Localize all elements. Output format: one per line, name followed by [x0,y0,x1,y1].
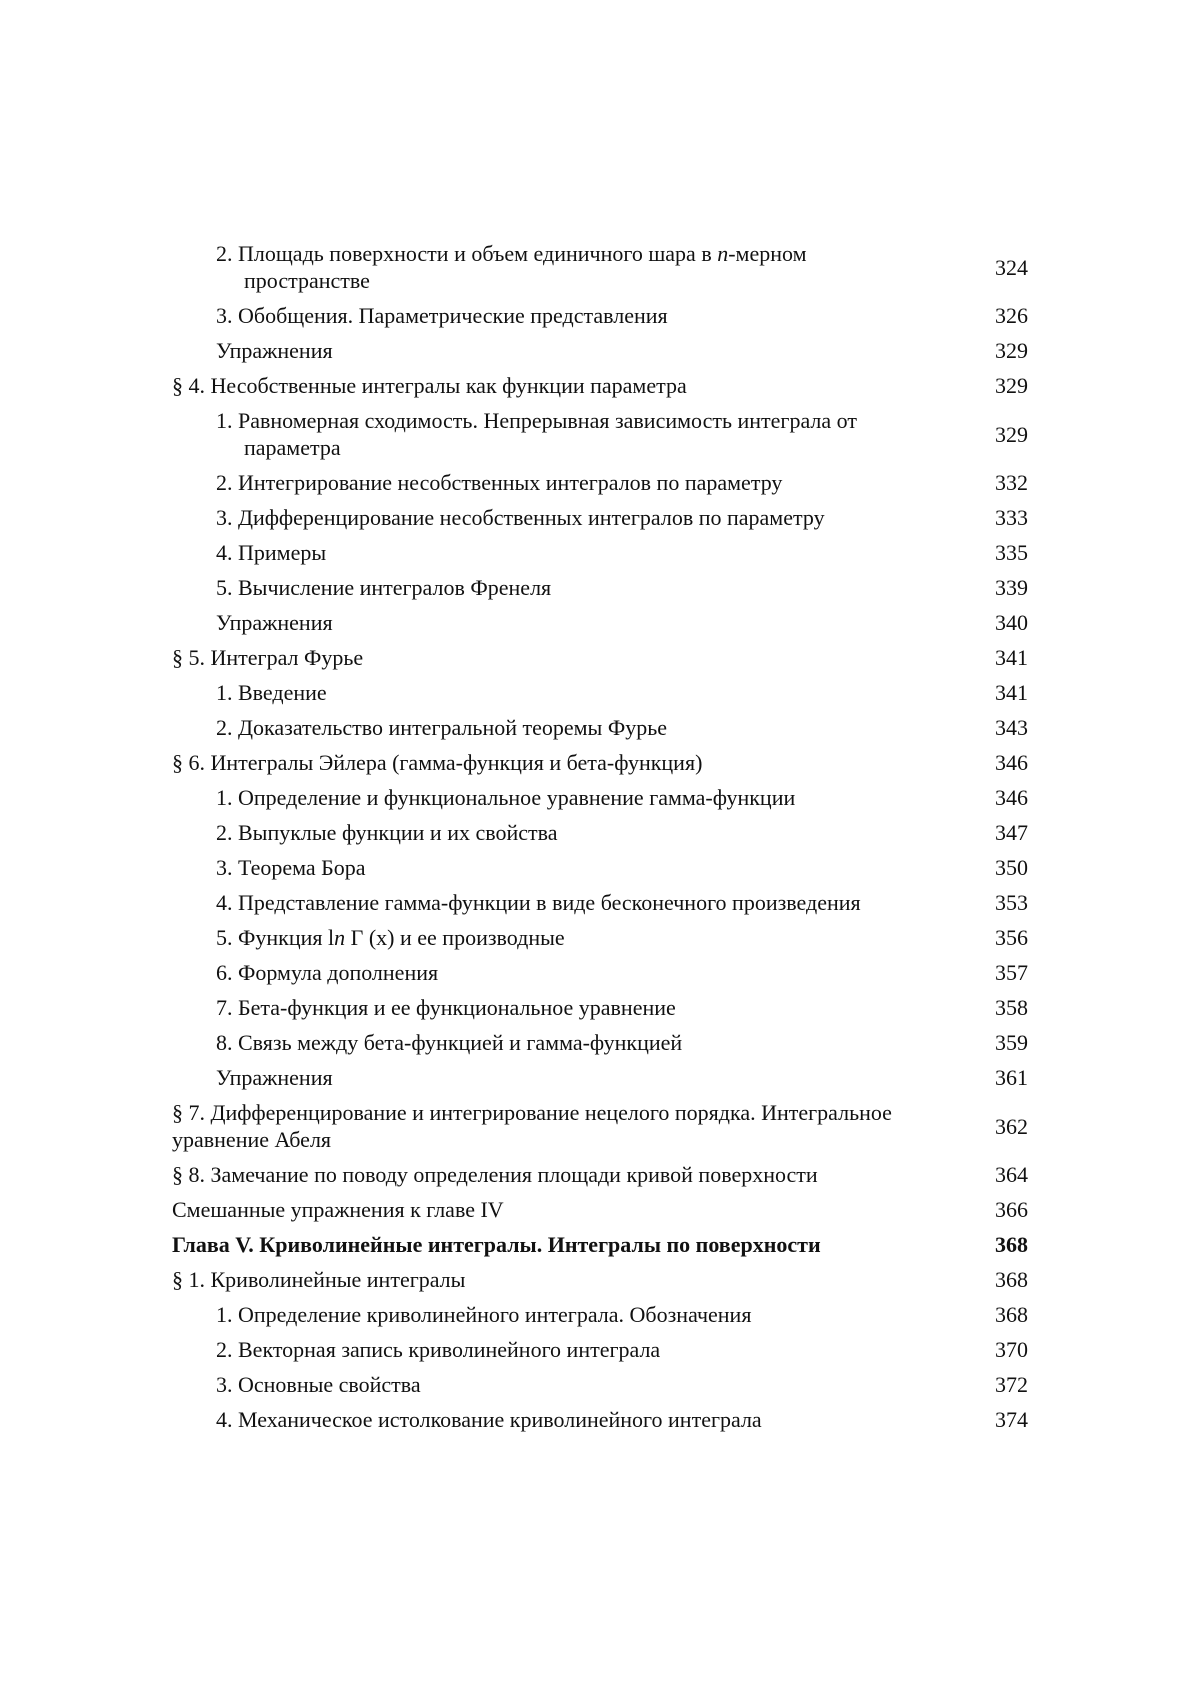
toc-entry [172,714,1028,741]
toc-page-number: 332 [980,469,1028,496]
toc-title-line [216,960,438,985]
toc-title-text: 2. Интегрирование несобственных интегралов по параметру [216,470,782,495]
toc-title-line [216,1030,682,1055]
toc-entry-title [172,1196,980,1223]
toc-title-text: 1. Определение криволинейного интеграла. Обозначения [216,1302,751,1327]
toc-title-line [216,540,326,565]
toc-entry-title [172,1301,980,1328]
toc-page-number: 361 [980,1064,1028,1091]
toc-entry-title [172,994,980,1021]
toc-title-line [172,1267,465,1292]
toc-title-text: § 1. Криволинейные интегралы [172,1267,465,1292]
toc-page-number: 368 [980,1231,1028,1258]
toc-title-line [216,408,857,433]
toc-title-text: 4. Представление гамма-функции в виде бесконечного произведения [216,890,861,915]
toc-page-number: 362 [980,1113,1028,1140]
toc-title-line [216,855,366,880]
toc-title-line [216,680,327,705]
toc-entry [172,1336,1028,1363]
toc-page-number: 364 [980,1161,1028,1188]
toc-entry [172,1301,1028,1328]
toc-title-text: 1. Введение [216,680,327,705]
toc-entry [172,1161,1028,1188]
toc-entry [172,337,1028,364]
toc-title-line [172,1162,818,1187]
toc-page-number: 350 [980,854,1028,881]
toc-title-line [216,890,861,915]
toc-title-text: Глава V. Криволинейные интегралы. Интегралы по поверхности [172,1232,821,1257]
toc-entry-title [172,1406,980,1433]
toc-page-number: 329 [980,337,1028,364]
toc-page-number: 340 [980,609,1028,636]
table-of-contents [172,240,1028,1441]
toc-entry-title [172,644,980,671]
toc-title-line [216,1372,421,1397]
toc-entry [172,1064,1028,1091]
toc-entry-title [172,1064,980,1091]
toc-page-number: 326 [980,302,1028,329]
toc-title-line [172,373,687,398]
toc-entry [172,1099,1028,1153]
toc-entry-title [172,609,980,636]
toc-title-line [172,1100,892,1125]
toc-entry [172,1371,1028,1398]
toc-entry [172,889,1028,916]
toc-entry [172,959,1028,986]
toc-title-text: 1. Равномерная сходимость. Непрерывная зависимость интеграла от [216,408,857,433]
toc-title-text: 2. Выпуклые функции и их свойства [216,820,558,845]
toc-title-text: 7. Бета-функция и ее функциональное уравнение [216,995,676,1020]
toc-entry-title [172,1266,980,1293]
toc-page-number: 357 [980,959,1028,986]
toc-title-text: 3. Основные свойства [216,1372,421,1397]
toc-entry [172,469,1028,496]
toc-title-text: § 7. Дифференцирование и интегрирование нецелого порядка. Интегральное [172,1100,892,1125]
toc-entry [172,1196,1028,1223]
toc-entry [172,994,1028,1021]
toc-title-line [172,750,702,775]
toc-entry [172,819,1028,846]
toc-entry [172,749,1028,776]
toc-entry [172,504,1028,531]
toc-page-number: 370 [980,1336,1028,1363]
toc-page-number: 329 [980,372,1028,399]
toc-page-number: 372 [980,1371,1028,1398]
toc-title-text: 6. Формула дополнения [216,960,438,985]
toc-entry [172,679,1028,706]
toc-title-text: Упражнения [216,338,333,363]
toc-entry-title [172,407,980,461]
toc-entry [172,240,1028,294]
toc-title-text: 5. Вычисление интегралов Френеля [216,575,551,600]
toc-title-text: 8. Связь между бета-функцией и гамма-функцией [216,1030,682,1055]
toc-entry-title [172,574,980,601]
toc-entry-title [172,854,980,881]
toc-entry-title [172,959,980,986]
toc-title-line [216,1302,751,1327]
toc-title-continuation: параметра [216,434,962,461]
toc-title-line [216,505,825,530]
toc-page-number: 366 [980,1196,1028,1223]
toc-entry [172,644,1028,671]
toc-entry-title [172,749,980,776]
toc-page-number: 359 [980,1029,1028,1056]
toc-title-rest: -мерном [728,241,806,266]
toc-title-text: § 6. Интегралы Эйлера (гамма-функция и бета-функция) [172,750,702,775]
toc-title-line [172,645,363,670]
toc-title-text: 4. Механическое истолкование криволинейного интеграла [216,1407,762,1432]
toc-entry-title [172,679,980,706]
toc-title-italic: n [334,925,345,950]
toc-title-text: § 5. Интеграл Фурье [172,645,363,670]
toc-entry-title [172,372,980,399]
toc-page-number: 374 [980,1406,1028,1433]
toc-page-number: 358 [980,994,1028,1021]
toc-entry [172,1266,1028,1293]
toc-page-number: 343 [980,714,1028,741]
toc-title-text: 2. Векторная запись криволинейного интеграла [216,1337,660,1362]
toc-title-line [216,610,333,635]
toc-entry-title [172,1099,980,1153]
toc-entry [172,1406,1028,1433]
toc-title-line [172,1197,504,1222]
toc-entry [172,1231,1028,1258]
toc-entry-title [172,504,980,531]
toc-entry-title [172,1231,980,1258]
toc-page-number: 341 [980,679,1028,706]
toc-title-text: Упражнения [216,1065,333,1090]
toc-page-number: 346 [980,749,1028,776]
toc-entry [172,609,1028,636]
toc-entry-title [172,469,980,496]
toc-page-number: 347 [980,819,1028,846]
toc-page-number: 333 [980,504,1028,531]
toc-title-text: 2. Площадь поверхности и объем единичного шара в [216,241,717,266]
toc-title-text: Смешанные упражнения к главе IV [172,1197,504,1222]
toc-page-number: 324 [980,254,1028,281]
toc-page-number: 353 [980,889,1028,916]
toc-title-line [216,925,565,950]
toc-entry-title [172,240,980,294]
toc-entry-title [172,924,980,951]
toc-entry-title [172,1029,980,1056]
toc-title-continuation: пространстве [216,267,962,294]
toc-page-number: 341 [980,644,1028,671]
toc-entry [172,1029,1028,1056]
toc-title-line [216,1337,660,1362]
toc-page-number: 356 [980,924,1028,951]
toc-title-line [216,241,807,266]
toc-title-line [216,785,795,810]
toc-page-number: 335 [980,539,1028,566]
toc-title-text: 3. Дифференцирование несобственных интегралов по параметру [216,505,825,530]
toc-entry [172,574,1028,601]
toc-title-line [216,820,558,845]
toc-entry-title [172,1336,980,1363]
toc-entry [172,372,1028,399]
toc-title-text: Упражнения [216,610,333,635]
toc-entry-title [172,337,980,364]
toc-entry-title [172,819,980,846]
toc-title-text: § 8. Замечание по поводу определения площади кривой поверхности [172,1162,818,1187]
toc-entry-title [172,1371,980,1398]
toc-entry [172,407,1028,461]
toc-title-line [216,575,551,600]
toc-title-text: 2. Доказательство интегральной теоремы Фурье [216,715,667,740]
toc-entry-title [172,1161,980,1188]
toc-page-number: 329 [980,421,1028,448]
toc-title-text: § 4. Несобственные интегралы как функции параметра [172,373,687,398]
toc-title-line [216,1065,333,1090]
toc-entry-title [172,784,980,811]
toc-title-continuation: уравнение Абеля [172,1126,962,1153]
toc-entry [172,539,1028,566]
toc-entry-title [172,302,980,329]
toc-title-text: 1. Определение и функциональное уравнение гамма-функции [216,785,795,810]
toc-title-text: 3. Обобщения. Параметрические представления [216,303,668,328]
toc-entry-title [172,539,980,566]
toc-entry [172,854,1028,881]
toc-title-line [216,303,668,328]
toc-page-number: 368 [980,1266,1028,1293]
toc-title-text: 4. Примеры [216,540,326,565]
toc-entry [172,302,1028,329]
toc-title-text: 5. Функция l [216,925,334,950]
toc-title-line [216,470,782,495]
toc-title-text: 3. Теорема Бора [216,855,366,880]
toc-entry [172,784,1028,811]
toc-title-line [216,338,333,363]
toc-title-line [216,715,667,740]
toc-page-number: 368 [980,1301,1028,1328]
toc-page-number: 346 [980,784,1028,811]
toc-title-line [216,1407,762,1432]
toc-entry-title [172,714,980,741]
toc-entry-title [172,889,980,916]
toc-title-italic: n [717,241,728,266]
toc-page-number: 339 [980,574,1028,601]
toc-title-rest: Γ (x) и ее производные [345,925,565,950]
toc-entry [172,924,1028,951]
toc-title-line [172,1232,821,1257]
toc-title-line [216,995,676,1020]
